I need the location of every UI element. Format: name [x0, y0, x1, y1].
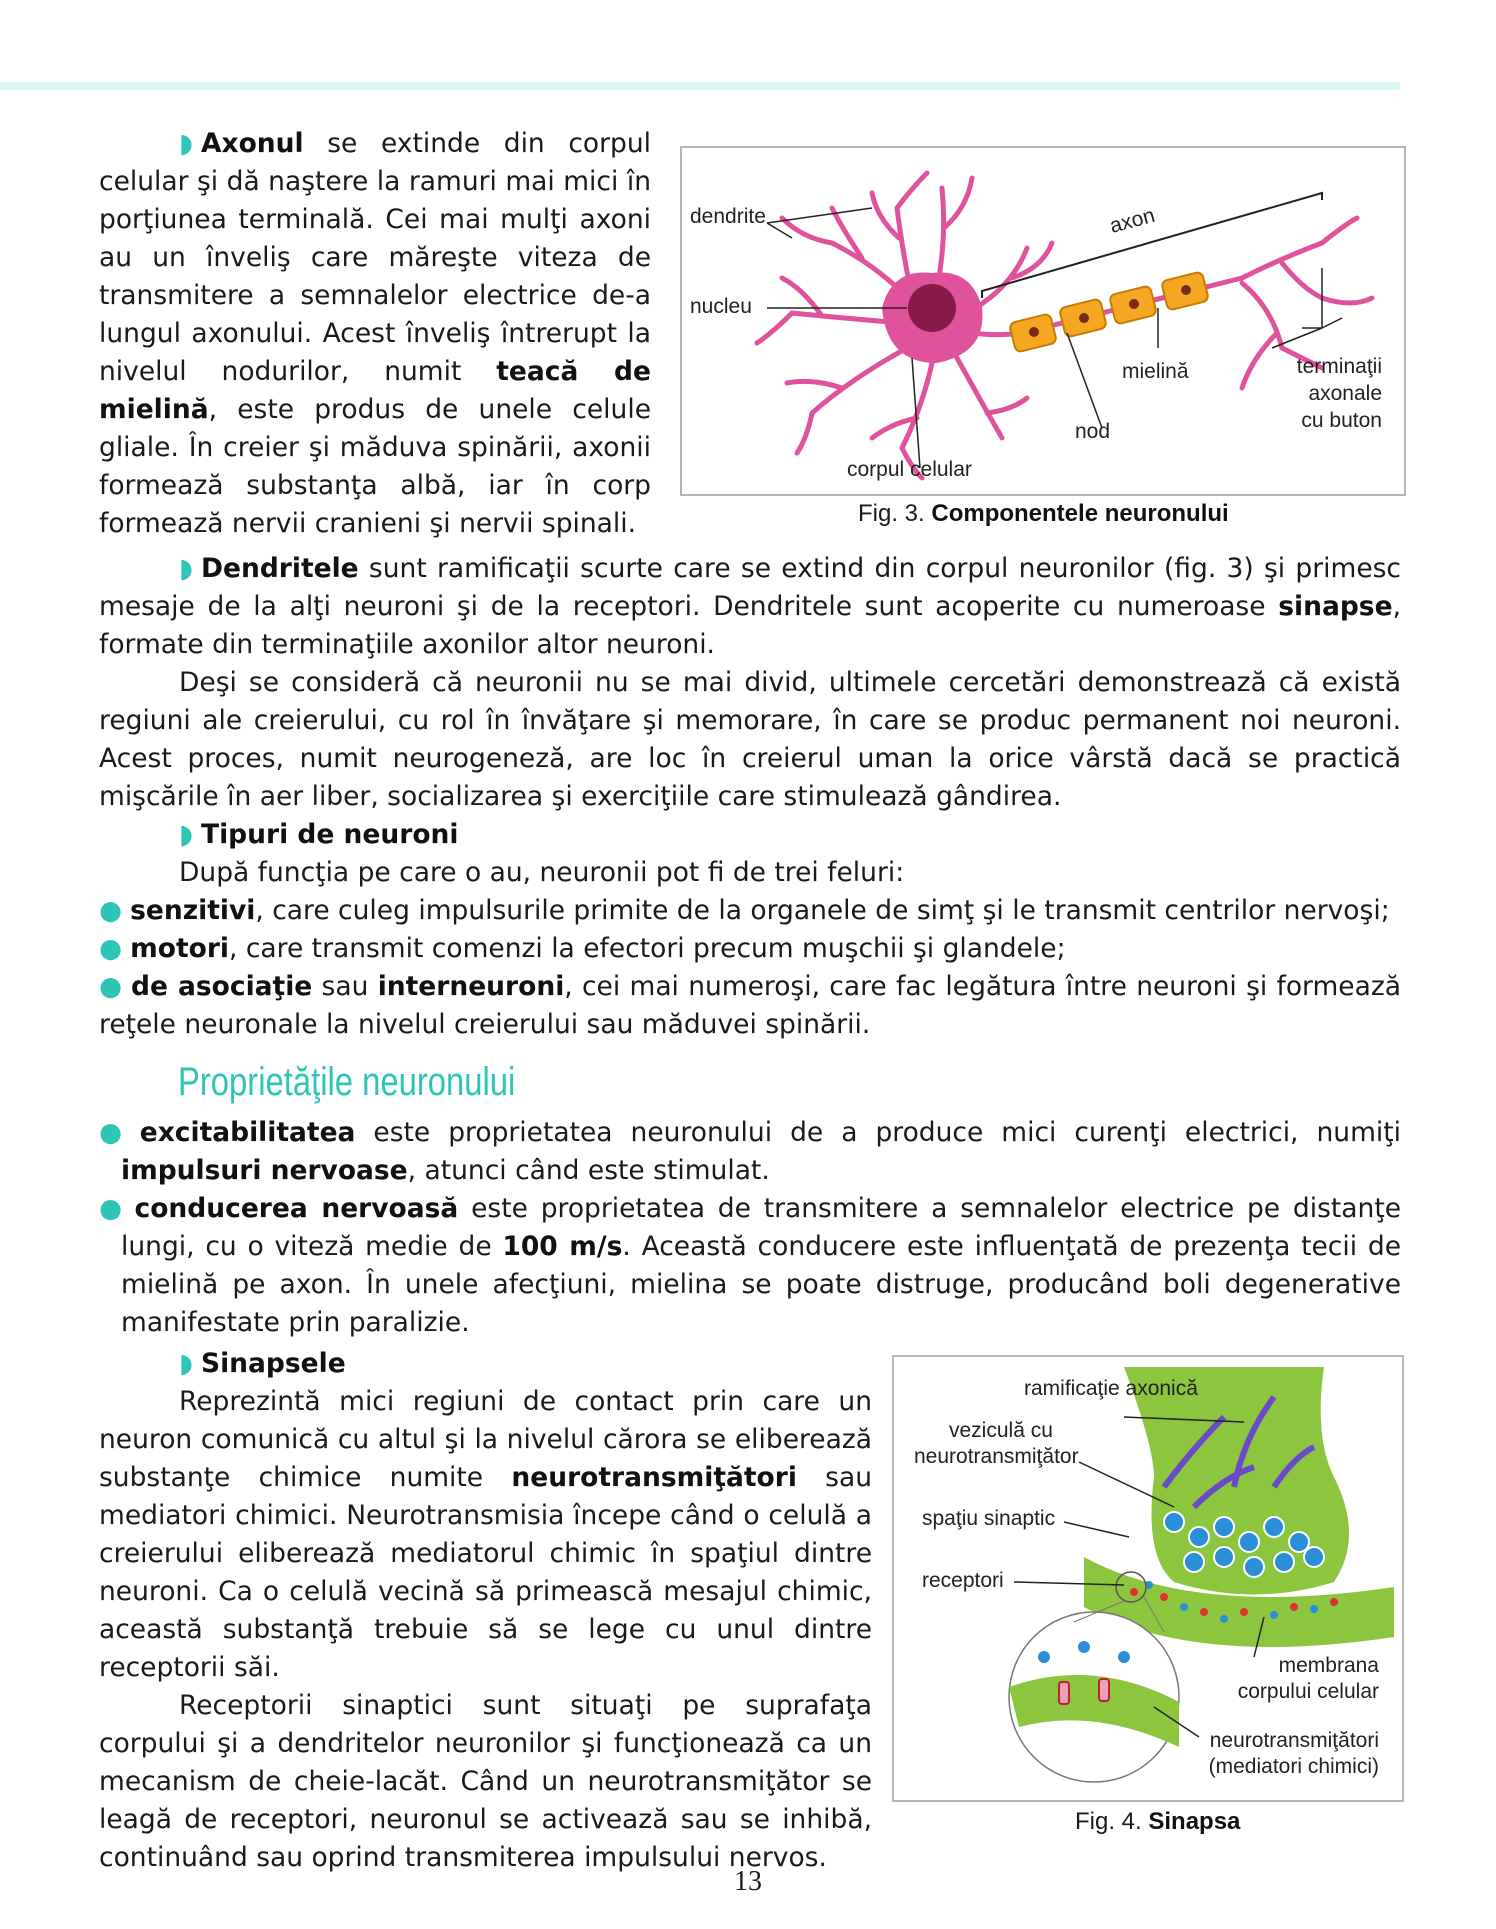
page-number: 13	[734, 1866, 762, 1897]
bullet-dot-icon: ●	[99, 933, 123, 964]
list-item: ● conducerea nervoasă este proprietatea de transmitere a semnalelor electrice pe distanţe lungi, cu o viteză medie de 100 m/s. Această conducere este influenţată de prezenţa tecii de mielină pe axon. În unele afecţiuni, mielina se poate distruge, producând boli degenerative manifestate prin paralizie.	[99, 1193, 1402, 1338]
label-nod: nod	[1075, 420, 1111, 443]
figure-3-caption: Fig. 3. Componentele neuronului	[858, 500, 1229, 527]
tipuri-title: ◗ Tipuri de neuroni	[99, 816, 1401, 854]
bullet-arrow-icon: ◗	[179, 128, 193, 159]
main-text-block	[99, 550, 1401, 1044]
section-heading: Proprietăţile neuronului	[178, 1060, 516, 1104]
label-dendrite: dendrite	[690, 205, 766, 228]
list-item: ● motori, care transmit comenzi la efectori precum muşchii şi glandele;	[99, 933, 1066, 964]
top-accent-bar	[0, 82, 1400, 90]
label-receptori: receptori	[922, 1569, 1004, 1592]
label-terminatii-2: axonale	[1308, 382, 1382, 405]
label-neuro-2: (mediatori chimici)	[1208, 1755, 1379, 1778]
neuron-diagram	[682, 148, 1404, 494]
label-spatiu: spaţiu sinaptic	[922, 1507, 1056, 1530]
label-ramificatie: ramificaţie axonică	[1024, 1377, 1198, 1400]
sinapse-paragraph-1: Reprezintă mici regiuni de contact prin care un neuron comunică cu altul şi la nivelul cărora se eliberează substanţe chimice numite neurotransmiţători sau mediatori chimici. Neurotransmisia începe când o celulă a creierului eliberează mediatorul chimic în spaţiul dintre neuroni. Ca o celulă vecină să primească mesajul chimic, această substanţă trebuie să se lege cu unul dintre receptorii săi.	[99, 1386, 873, 1683]
proprietati-list	[99, 1114, 1401, 1342]
list-item: ● excitabilitatea este proprietatea neuronului de a produce mici curenţi electrici, numiţi impulsuri nervoase, atunci când este stimulat.	[99, 1117, 1402, 1186]
bullet-dot-icon: ●	[99, 1117, 132, 1148]
bullet-arrow-icon: ◗	[179, 1348, 193, 1379]
label-vezicula-1: veziculă cu	[949, 1419, 1053, 1442]
figure-4-synapse	[892, 1355, 1404, 1802]
label-nucleu: nucleu	[690, 295, 752, 318]
list-item: ● de asociaţie sau interneuroni, cei mai numeroşi, care fac legătura între neuroni şi formează reţele neuronale la nivelul creierului sau măduvei spinării.	[99, 971, 1401, 1040]
label-vezicula-2: neurotransmiţător	[914, 1445, 1079, 1468]
bullet-dot-icon: ●	[99, 971, 123, 1002]
sinapse-text	[99, 1345, 872, 1877]
term-axonul: Axonul	[201, 128, 304, 159]
label-terminatii-1: terminaţii	[1296, 355, 1382, 378]
tipuri-intro: După funcţia pe care o au, neuronii pot fi de trei feluri:	[179, 857, 905, 888]
axon-paragraph: ◗ Axonul se extinde din corpul celular şi dă naştere la ramuri mai mici în porţiunea terminală. Cei mai mulţi axoni au un înveliş care măreşte viteza de transmitere a semnalelor electrice de-a lungul axonului. Acest înveliş întrerupt la nivelul nodurilor, numit teacă de mielină, este produs de unele celule gliale. În creier şi măduva spinării, axonii formează substanţa albă, iar în corp formează nervii cranieni şi nervii spinali.	[99, 125, 651, 543]
bullet-dot-icon: ●	[99, 895, 123, 926]
dendrite-paragraph: ◗ Dendritele sunt ramificaţii scurte care se extind din corpul neuronilor (fig. 3) şi primesc mesaje de la alţi neuroni şi de la receptori. Dendritele sunt acoperite cu numeroase sinapse, formate din terminaţiile axonilor altor neuroni.	[99, 550, 1401, 664]
label-membrana-2: corpului celular	[1237, 1680, 1379, 1703]
neurogeneza-paragraph: Deşi se consideră că neuronii nu se mai divid, ultimele cercetări demonstrează că există regiuni ale creierului, cu rol în învăţare şi memorare, în care se produc permanent noi neuroni. Acest proces, numit neurogeneză, are loc în creierul uman la orice vârstă dacă se practică mişcările în aer liber, socializarea şi exerciţiile care stimulează gândirea.	[99, 667, 1401, 812]
label-mielina: mielină	[1122, 360, 1189, 383]
bullet-arrow-icon: ◗	[179, 819, 193, 850]
figure-4-caption: Fig. 4. Sinapsa	[1075, 1808, 1241, 1835]
sinapse-title: ◗ Sinapsele	[99, 1345, 872, 1383]
synapse-diagram	[894, 1357, 1402, 1800]
label-axon: axon	[1107, 203, 1158, 238]
bullet-arrow-icon: ◗	[179, 553, 193, 584]
bullet-dot-icon: ●	[99, 1193, 127, 1224]
list-item: ● senzitivi, care culeg impulsurile primite de la organele de simţ şi le transmit centrilor nervoşi;	[99, 895, 1390, 926]
label-terminatii-3: cu buton	[1301, 409, 1382, 432]
label-corpul-celular: corpul celular	[847, 458, 972, 481]
label-neuro-1: neurotransmiţători	[1209, 1729, 1379, 1752]
figure-3-neuron	[680, 146, 1406, 496]
label-membrana-1: membrana	[1278, 1654, 1379, 1677]
sinapse-paragraph-2: Receptorii sinaptici sunt situaţi pe suprafaţa corpului şi a dendritelor neuronilor şi funcţionează ca un mecanism de cheie-lacăt. Când un neurotransmiţător se leagă de receptori, neuronul se activează sau se inhibă, continuând sau oprind transmiterea impulsului nervos.	[99, 1690, 872, 1873]
